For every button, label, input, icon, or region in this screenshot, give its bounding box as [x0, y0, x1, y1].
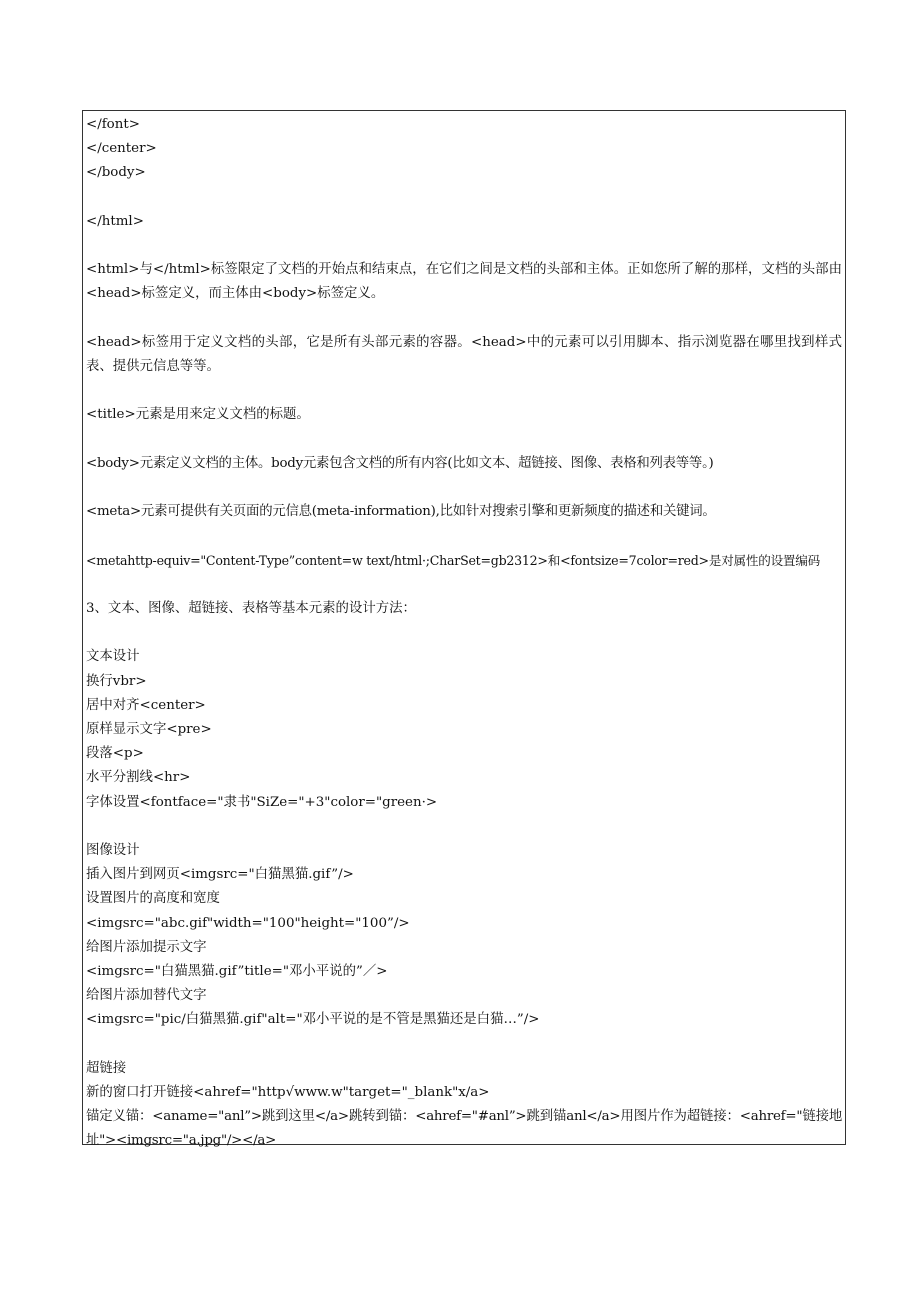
blank-line: [86, 815, 842, 839]
text-line: 水平分割线<hr>: [86, 770, 191, 786]
image-design-heading: 图像设计: [86, 842, 140, 858]
paragraph-meta-example: <metahttp-equiv="Content-Type”content=w text/html·;CharSet=gb2312>和<fontsize=7color=red>是对属性的设置编码: [86, 552, 820, 568]
text-line: 新的窗口打开链接<ahref="http√www.w"target="_blank"x/a>: [86, 1084, 490, 1100]
paragraph-body-tag: <body>元素定义文档的主体。body元素包含文档的所有内容(比如文本、超链接、图像、表格和列表等等。): [86, 455, 714, 471]
text-line: 给图片添加替代文字: [86, 988, 207, 1004]
text-line: </body>: [86, 165, 146, 181]
text-line: 原样显示文字<pre>: [86, 721, 212, 737]
blank-line: [86, 307, 842, 331]
blank-line: [86, 573, 842, 597]
paragraph-title-tag: <title>元素是用来定义文档的标题。: [86, 407, 310, 423]
blank-line: [86, 379, 842, 403]
paragraph-anchor: 锚定义锚：<aname="anl”>跳到这里</a>跳转到锚：<ahref="#anl”>跳到锚anl</a>用图片作为超链接：<ahref="链接地址"><imgsrc="a.jpg"/></a>: [86, 1109, 842, 1149]
text-line: 居中对齐<center>: [86, 697, 206, 713]
blank-line: [86, 476, 842, 500]
text-line: 给图片添加提示文字: [86, 939, 207, 955]
text-line: <imgsrc="白猫黑猫.gif”title="邓小平说的”／>: [86, 963, 388, 979]
document-content-frame: [82, 110, 846, 1149]
text-line: 段落<p>: [86, 746, 144, 762]
text-line: 换行vbr>: [86, 673, 147, 689]
text-line: </html>: [86, 213, 144, 229]
blank-line: [86, 186, 842, 210]
text-line: 插入图片到网页<imgsrc="白猫黑猫.gif”/>: [86, 867, 354, 883]
blank-line: [86, 621, 842, 645]
text-line: </font>: [86, 117, 140, 132]
hyperlink-heading: 超链接: [86, 1060, 127, 1076]
paragraph-head-tag: <head>标签用于定义文档的头部，它是所有头部元素的容器。<head>中的元素可以引用脚本、指示浏览器在哪里找到样式表、提供元信息等等。: [86, 334, 842, 374]
paragraph-html-tags: <html>与</html>标签限定了文档的开始点和结束点，在它们之间是文档的头部和主体。正如您所了解的那样，文档的头部由<head>标签定义，而主体由<body>标签定义。: [86, 262, 842, 302]
blank-line: [86, 428, 842, 452]
text-line: 设置图片的高度和宽度: [86, 891, 220, 907]
paragraph-meta-tag: <meta>元素可提供有关页面的元信息(meta-information),比如针对搜索引擎和更新频度的描述和关键词。: [86, 504, 716, 520]
text-line: <imgsrc="pic/白猫黑猫.gif"alt="邓小平说的是不管是黑猫还是白猫…”/>: [86, 1012, 540, 1028]
blank-line: [86, 234, 842, 258]
text-line: </center>: [86, 141, 157, 157]
section-heading: 3、文本、图像、超链接、表格等基本元素的设计方法：: [86, 600, 416, 616]
text-line: <imgsrc="abc.gif"width="100"height="100”/>: [86, 915, 410, 931]
text-design-heading: 文本设计: [86, 649, 140, 665]
blank-line: [86, 1033, 842, 1057]
blank-line: [86, 524, 842, 548]
text-line: 字体设置<fontface="隶书"SiZe="+3"color="green·>: [86, 794, 438, 810]
